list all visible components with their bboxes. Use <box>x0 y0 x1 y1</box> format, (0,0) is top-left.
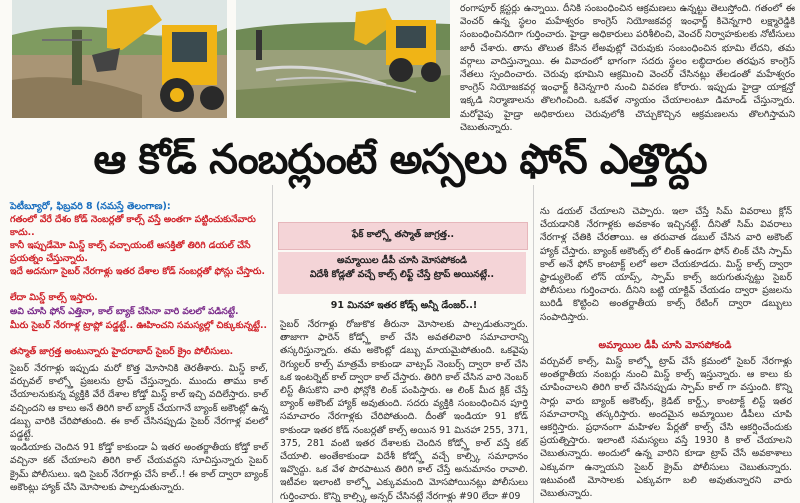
mid-column-body: సైబర్ నేరగాళ్లు రోజుకొక తీరునా మోసాలకు పాల్పడుతున్నారు. తాజాగా ఫారెన్ కోడ్స్తో కాల్ చేసి అవతలివారి సమాచారాన్ని తస్కరిస్తున్నారు. తమ అకౌంట్లో డబ్బు మాయమైపోతుంది. ఒకవైపు రెగ్యులర్ కాల్స్ మాత్రమే కాకుండా వాట్సప్ నెంబర్స్ ద్వారా కాల్ చేసి ఒక ఇంటర్నెట్ కాల్ ద్వారా కాల్ చేస్తారు. తిరిగి కాల్ చేసిన వారి నెంబర్ లిస్ట్ తీసుకొని వారి ఫోన్లోకి లింక్ పంపిస్తారు. ఆ లింక్ మీద క్లిక్ చేస్తే బ్యాంక్ అకౌంట్ హ్యాక్ అవుతుంది. సదరు వ్యక్తికి సంబంధించిన పూర్తి సమాచారం నేరగాళ్లకు చేరిపోతుంది. దీంతో ఇండియా 91 కోడ్ కాకుండా ఇతర కోడ్ నంబర్లతో కాల్స్ అయిన 91 మినహా 255, 371, 375, 281 వంటి ఇతర దేశాలకు చెందిన కోడ్స్తో కాల్ వస్తే కట్ చేయాలి. అంతేకాకుండా విదేశీ కోడ్స్తో వచ్చే కాల్స్కి సమాధానం ఇవ్వొద్దు. ఒక వేళ పొరపాటున తిరిగి కాల్ చేస్తే అనుమానం రావాలి. ఇటీవల ఇలాంటి కాల్స్తో ఎక్కువమంది మోసపోయినట్లు పోలీసులు గుర్తించారు. కొన్ని కాల్స్కి అన్సర్ చేసినట్లే నేరగాళ్లు #90 లేదా #09 <box>280 319 528 502</box>
mid-subheading: 91 మినహా ఇతర కోడ్స్ అన్నీ డేంజర్..! <box>330 300 478 311</box>
left-column-body <box>10 362 268 502</box>
column-divider-1 <box>272 185 273 503</box>
left-body-paragraph-1: సైబర్ నేరగాళ్లు ఇప్పుడు మరో కొత్త మోసానికి తెరతీశారు. మిస్డ్ కాల్, వర్చువల్ కాల్స్తో ప్రజలను ట్రాప్ చేస్తున్నారు. ముందు తాము కాల్ చేయాలనుకున్న వ్యక్తికి వేరే దేశాల కోడ్తో మిస్డ్ కాల్ ఇచ్చి వదిలేస్తారు. కాల్ వచ్చిందని ఆ కాలు అనే తిరిగి కాల్ బ్యాక్ చేయగానే బ్యాంక్ అకౌంట్లో ఉన్న డబ్బు వారికి చేరిపోతుంది. ఈ కాల్ చేసినప్పుడు సైబర్ నేరగాళ్ల వలలో పడ్డట్టే. <box>10 363 268 441</box>
page-headline: ఆ కోడ్ నంబర్లుంటే అస్సలు ఫోన్ ఎత్తొద్దు <box>93 135 707 183</box>
left-body-paragraph-2: ఇండియాకు చెందిన 91 కోడ్తో కాకుండా ఏ ఇతర అంతర్జాతీయ కోడ్తో కాల్ వచ్చినా కట్ చేయాలని తిరిగి కాల్ చేయవద్దని సూచిస్తున్నారు సైబర్ క్రైమ్ పోలీసులు. ఇది సైబర్ నేరగాళ్లు చేసే కాల్..! ఈ కాల్ ద్వారా బ్యాంక్ అకౌంట్లు హ్యాక్ చేసి మోసాలకు పాల్పడుతున్నారు. <box>10 442 268 493</box>
key-point-5: అవి చూసి ఫోన్ ఎత్తినా, కాల్ బ్యాక్ చేసినా వారి వలలో పడినట్టే. <box>10 306 239 317</box>
mid-box-line-2: అమ్మాయిల డీపీ చూసి మోసపోకండి <box>337 255 467 266</box>
key-point-2: కానీ ఇప్పుడేమో మిస్డ్ కాల్స్ వచ్చాయంటే ఆసక్తితో తిరిగి డయల్ చేసే ప్రయత్నం చేస్తున్నారు. <box>10 240 251 264</box>
key-point-3: ఇదే అదనుగా సైబర్ నేరగాళ్లు ఇతర దేశాల కోడ్ నంబర్లతో ఫోన్లు చేస్తారు. <box>10 266 265 277</box>
key-point-1: గతంలో వేరే దేశం కోడ్ నెంబర్లతో కాల్స్ వస్తే అంతగా పట్టించుకునేవారు కాదు.. <box>10 214 256 238</box>
key-point-4: లేదా మిస్డ్ కాల్స్ ఇస్తారు. <box>10 292 98 303</box>
excavator-photo-2 <box>236 0 450 118</box>
excavator-photo-1 <box>12 0 227 118</box>
dateline: పెటీబ్యూరో, ఫిబ్రవరి 8 (నమస్తే తెలంగాణ): <box>10 201 171 212</box>
mid-highlight-box-2 <box>278 252 526 294</box>
mid-box-line-1: ఫేక్ కాల్స్తో తస్మాత్ జాగ్రత్త.. <box>351 229 455 240</box>
mid-highlight-box-1 <box>278 222 528 250</box>
key-point-6: మీరు సైబర్ నేరగాళ్ల ట్రాప్లో పడ్డట్టే.. ఊహించని సమస్యల్లో చిక్కుకున్నట్టే.. <box>10 320 267 331</box>
mid-box-line-3: విదేశీ కోడ్లతో వచ్చే కాల్స్ లిఫ్ట్ చేస్తే ట్రాప్ అయినట్లే.. <box>309 269 495 280</box>
top-right-article-text: రంగాపూర్ క్లస్టర్లు ఉన్నాయి. దీనికి సంబంధించిన ఆక్రమణలు ఉన్నట్టు తెలుస్తోంది. గతంలో ఈ వెంచర్ ఉన్న స్థలం మహేశ్వరం కాంగ్రెస్ నియోజకవర్గ ఇంఛార్జ్ కిచెన్నగారి లక్ష్మారెడ్డికి సంబంధించినదిగా గుర్తించారు. హైడ్రా అధికారులు పరిశీలించి, వెంచర్ నిర్వాహకులకు నోటీసులు జారీ చేశారు. తాను తొలుత కేసిన లేఅవుట్లో చెరువుకు సంబంధించిన భూమి లేదని, తమ వర్గాలు వాదిస్తున్నాయి. ఈ వివాదంలో భాగంగా సదరు స్థలం లబ్ధిదారుల తరఫున కాంగ్రెస్ నేతలు స్పందించారు. చెరువు భూమిని ఆక్రమించి వెంచర్ చేసినట్లు తేలడంతో మహేశ్వరం కాంగ్రెస్ నియోజకవర్గ ఇంఛార్జ్ కిచెన్నగారి నుంచి వివరణ కోరారు. ఇప్పుడు హైడ్రా యాక్షన్తో ఇక్కడి నిర్మాణాలను తొలగించింది. ఒకవేళ న్యాయం చేయాలంటూ డిమాండ్ చేస్తున్నారు. మరోవైపు హైడ్రా అధికారులు చెరువులోకి చొచ్చుకొచ్చిన ఆక్రమణలను తొలగిస్తామని చెబుతున్నారు. <box>460 3 795 133</box>
right-column-body-top: ను డయల్ చేయాలని చెప్పారు. ఇలా చేస్తే సిమ్ వివరాలు క్లోన్ చేయడానికి నేరగాళ్లకు అవకాశం ఇచ్చినట్టే. దీనితో సిమ్ వివరాలు నేరగాళ్ల చేతికి చేరతాయి. ఆ తరువాత డబుల్ చేసిన వారి అకౌంట్ హ్యాక్ చేస్తారు. బ్యాంక్ అకౌంట్స్ లో లింక్ ఉండగా ఫోన్ లింక్ చేసి స్పామ్ కాల్ అనే ఫోన్ కాంటాక్ట్ లలో అలా చేయకూడదు. మిస్డ్ కాల్స్ ద్వారా ఫ్రాడ్యులెంట్ లోన్ యాప్స్, స్పామ్ కాల్స్ జరుగుతున్నట్టు సైబర్ పోలీసులు గుర్తించారు. దీనిని బట్టి యాక్టివ్ చేయడం ద్వారా ప్రజలను బురిడీ కొట్టించి అంతర్జాతీయ కాల్స్ రేటింగ్ ద్వారా డబ్బులు సంపాదిస్తారు. <box>540 206 792 323</box>
right-column-body-bottom: వర్చువల్ కాల్స్, మిస్డ్ కాల్స్తో ట్రాప్ చేసే క్రమంలో సైబర్ నేరగాళ్లు అంతర్జాతీయ నంబర్లు నుంచి మిస్డ్ కాల్స్ ఇస్తున్నారు. ఆ కాలు కు చూపించాలని తిరిగి కాల్ చేసినప్పుడు స్పామ్ కాల్ గా వస్తుంది. కొన్ని సార్లు వారు బ్యాంక్ అకౌంట్స్, క్రెడిట్ కార్డ్స్, కాంటాక్ట్ లిస్ట్ ఇతర సమాచారాన్ని తస్కరిస్తారు. అందమైన అమ్మాయిల డీపీలు చూపి ఆకర్షిస్తారు. ప్రధానంగా మహిళల పేర్లతో కాల్స్ చేసి ఆకర్షించేందుకు ప్రయత్నిస్తారు. ఇలాంటి సమస్యలు వస్తే 1930 కి కాల్ చేయాలని చెబుతున్నారు. అందులో ఉన్న వారిని కూడా ట్రాప్ చేసే అవకాశాలు ఎక్కువగా ఉన్నాయని సైబర్ క్రైమ్ పోలీసులు చెబుతున్నారు. ఇటువంటి మోసాలకు ఎక్కువగా బలి అవుతున్నారని వారు చెబుతున్నారు. <box>540 356 792 500</box>
key-point-7: తస్మాత్ జాగ్రత్త అంటున్నారు హైదరాబాద్ సైబర్ క్రైం పోలీసులు. <box>10 346 234 357</box>
column-divider-2 <box>533 185 534 503</box>
right-subheading: అమ్మాయిల డీపీ చూసి మోసపోకండి <box>598 340 732 351</box>
